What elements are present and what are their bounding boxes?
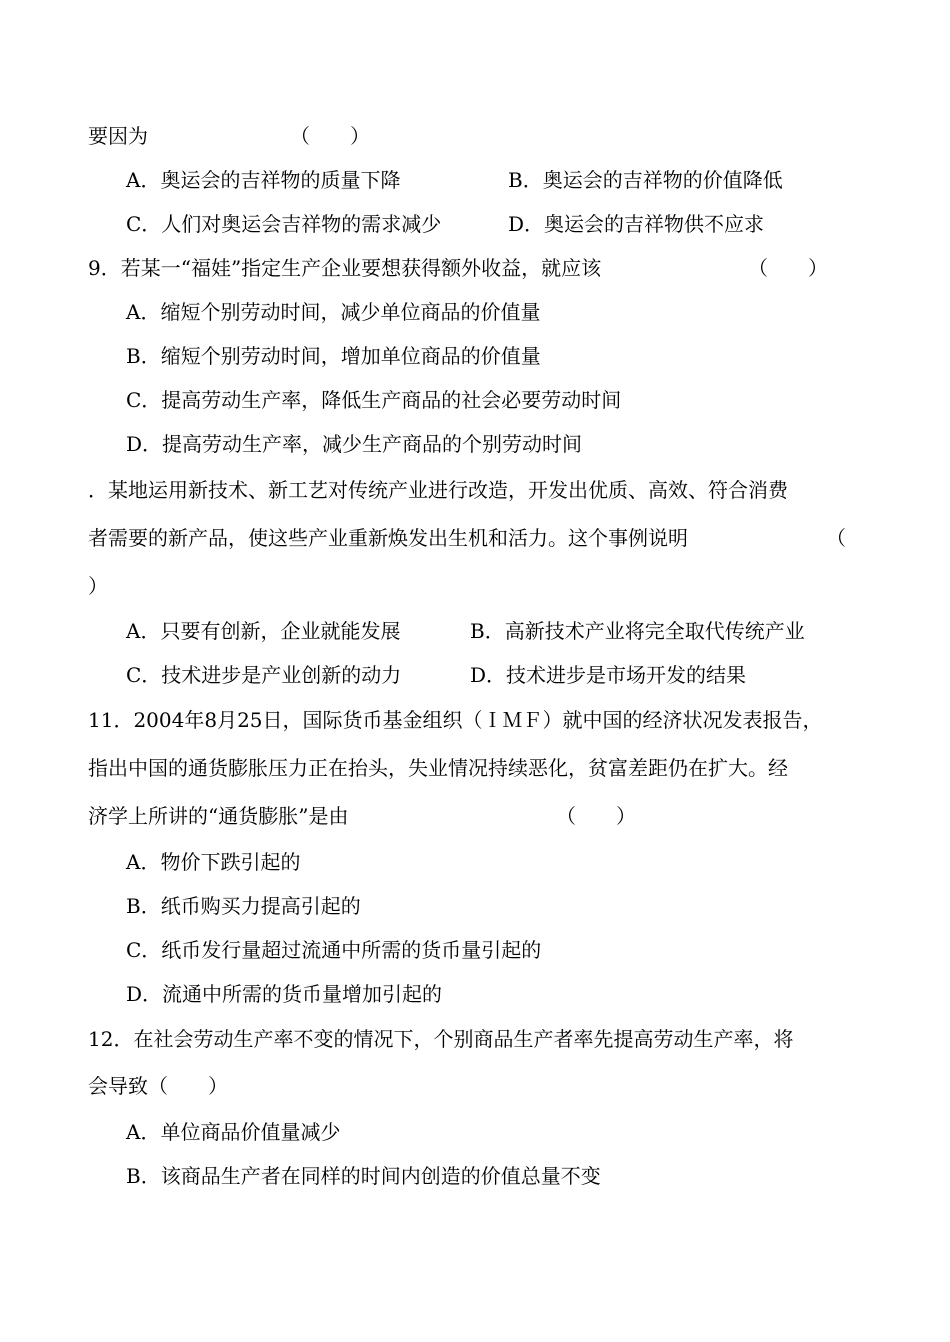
q12-option-b: B．该商品生产者在同样的时间内创造的价值总量不变 [126, 1164, 601, 1188]
q8-stem-tail: 要因为 [88, 124, 148, 148]
q11-option-c: C．纸币发行量超过流通中所需的货币量引起的 [126, 938, 542, 962]
q12-stem-line-2: 会导致（ ） [88, 1074, 228, 1098]
q11-option-a: A．物价下跌引起的 [126, 850, 301, 874]
q8-option-c: C．人们对奥运会吉祥物的需求减少 [126, 212, 442, 236]
q11-option-d: D．流通中所需的货币量增加引起的 [126, 982, 443, 1006]
q9-option-c: C．提高劳动生产率，降低生产商品的社会必要劳动时间 [126, 388, 622, 412]
q8-option-d: D．奥运会的吉祥物供不应求 [508, 212, 765, 236]
q8-answer-paren: （ ） [290, 124, 370, 148]
q9-answer-paren: （ ） [748, 256, 828, 280]
q11-stem-line-1: 11．2004年8月25日，国际货币基金组织（ＩＭＦ）就中国的经济状况发表报告， [88, 708, 823, 732]
q9-stem: 9．若某一“福娃”指定生产企业要想获得额外收益，就应该 [88, 256, 602, 280]
q8-option-a: A．奥运会的吉祥物的质量下降 [126, 168, 401, 192]
q11-stem-line-3: 济学上所讲的“通货膨胀”是由 [88, 804, 349, 828]
q11-answer-paren: （ ） [556, 804, 636, 828]
q12-stem-line-1: 12．在社会劳动生产率不变的情况下，个别商品生产者率先提高劳动生产率，将 [88, 1027, 794, 1051]
q11-stem-line-2: 指出中国的通货膨胀压力正在抬头，失业情况持续恶化，贫富差距仍在扩大。经 [88, 756, 788, 780]
q10-answer-paren-close: ） [88, 574, 108, 598]
q9-option-a: A．缩短个别劳动时间，减少单位商品的价值量 [126, 300, 541, 324]
q10-answer-paren-open: （ [826, 526, 846, 550]
q10-stem-line-2: 者需要的新产品，使这些产业重新焕发出生机和活力。这个事例说明 [88, 526, 688, 550]
q10-stem-line-1: ．某地运用新技术、新工艺对传统产业进行改造，开发出优质、高效、符合消费 [88, 478, 788, 502]
q8-option-b: B．奥运会的吉祥物的价值降低 [508, 168, 783, 192]
q10-option-d: D．技术进步是市场开发的结果 [470, 663, 747, 687]
q9-option-d: D．提高劳动生产率，减少生产商品的个别劳动时间 [126, 432, 583, 456]
q10-option-b: B．高新技术产业将完全取代传统产业 [470, 619, 805, 643]
q11-option-b: B．纸币购买力提高引起的 [126, 894, 361, 918]
q10-option-a: A．只要有创新，企业就能发展 [126, 619, 401, 643]
q9-option-b: B．缩短个别劳动时间，增加单位商品的价值量 [126, 344, 541, 368]
q12-option-a: A．单位商品价值量减少 [126, 1120, 341, 1144]
q10-option-c: C．技术进步是产业创新的动力 [126, 663, 402, 687]
